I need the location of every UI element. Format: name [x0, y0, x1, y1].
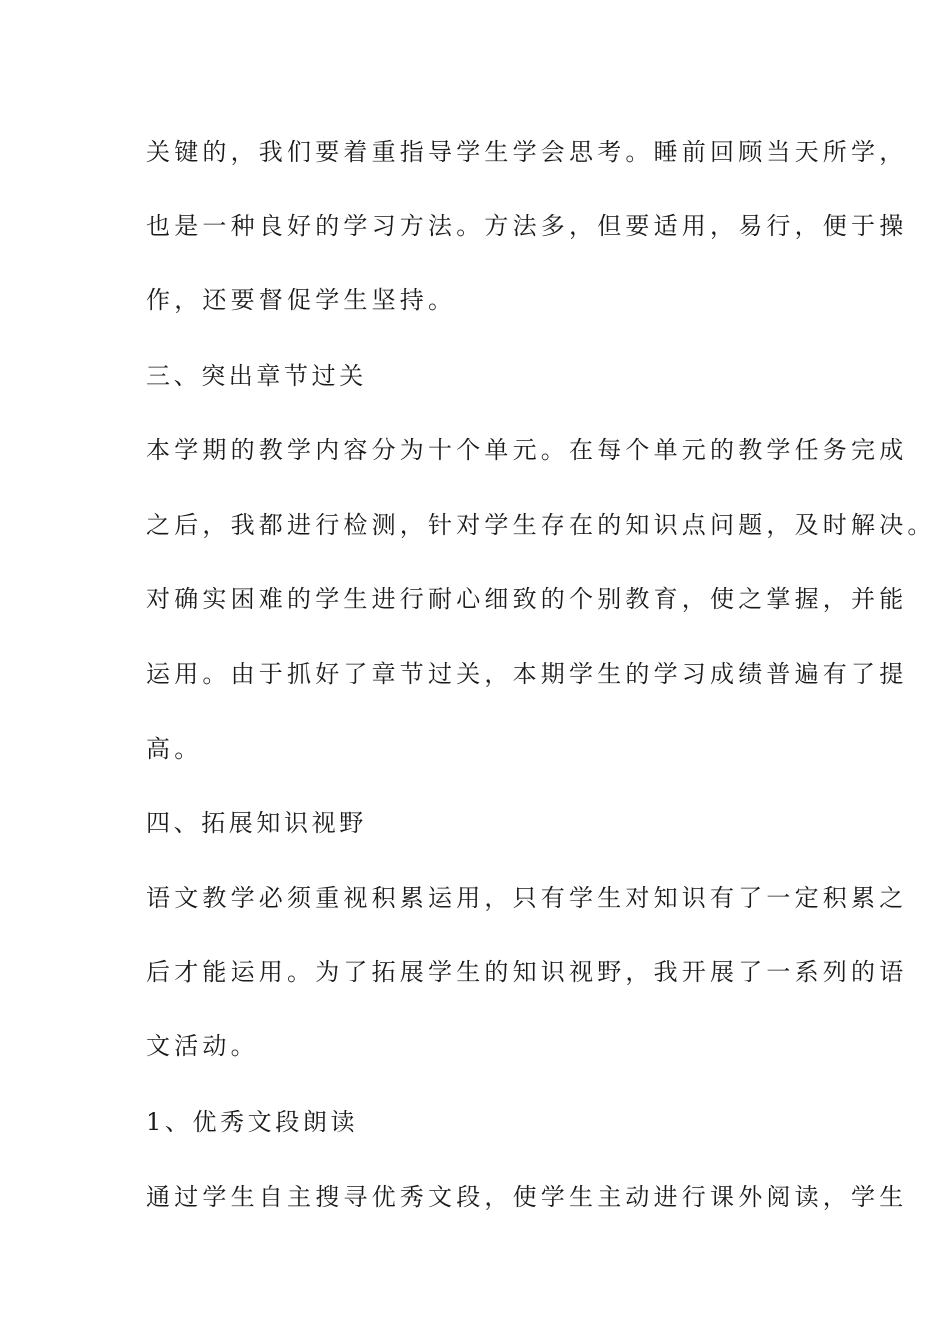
body-text-line: 高。: [146, 735, 203, 763]
body-text-line: 语文教学必须重视积累运用，只有学生对知识有了一定积累之: [146, 884, 908, 912]
body-text-line: 本学期的教学内容分为十个单元。在每个单元的教学任务完成: [146, 436, 908, 464]
body-text-line: 对确实困难的学生进行耐心细致的个别教育，使之掌握，并能: [146, 585, 908, 613]
subsection-heading: 1、优秀文段朗读: [146, 1108, 359, 1136]
body-text-line: 运用。由于抓好了章节过关，本期学生的学习成绩普遍有了提: [146, 660, 908, 688]
body-text-line: 也是一种良好的学习方法。方法多，但要适用，易行，便于操: [146, 212, 908, 240]
body-text-line: 作，还要督促学生坚持。: [146, 286, 457, 314]
section-heading: 四、拓展知识视野: [146, 809, 367, 837]
body-text-line: 通过学生自主搜寻优秀文段，使学生主动进行课外阅读，学生: [146, 1183, 908, 1211]
body-text-line: 之后，我都进行检测，针对学生存在的知识点问题，及时解决。: [146, 511, 936, 539]
body-text-line: 后才能运用。为了拓展学生的知识视野，我开展了一系列的语: [146, 958, 908, 986]
section-heading: 三、突出章节过关: [146, 362, 367, 390]
body-text-line: 文活动。: [146, 1032, 259, 1060]
body-text-line: 关键的，我们要着重指导学生学会思考。睡前回顾当天所学，: [146, 138, 908, 166]
